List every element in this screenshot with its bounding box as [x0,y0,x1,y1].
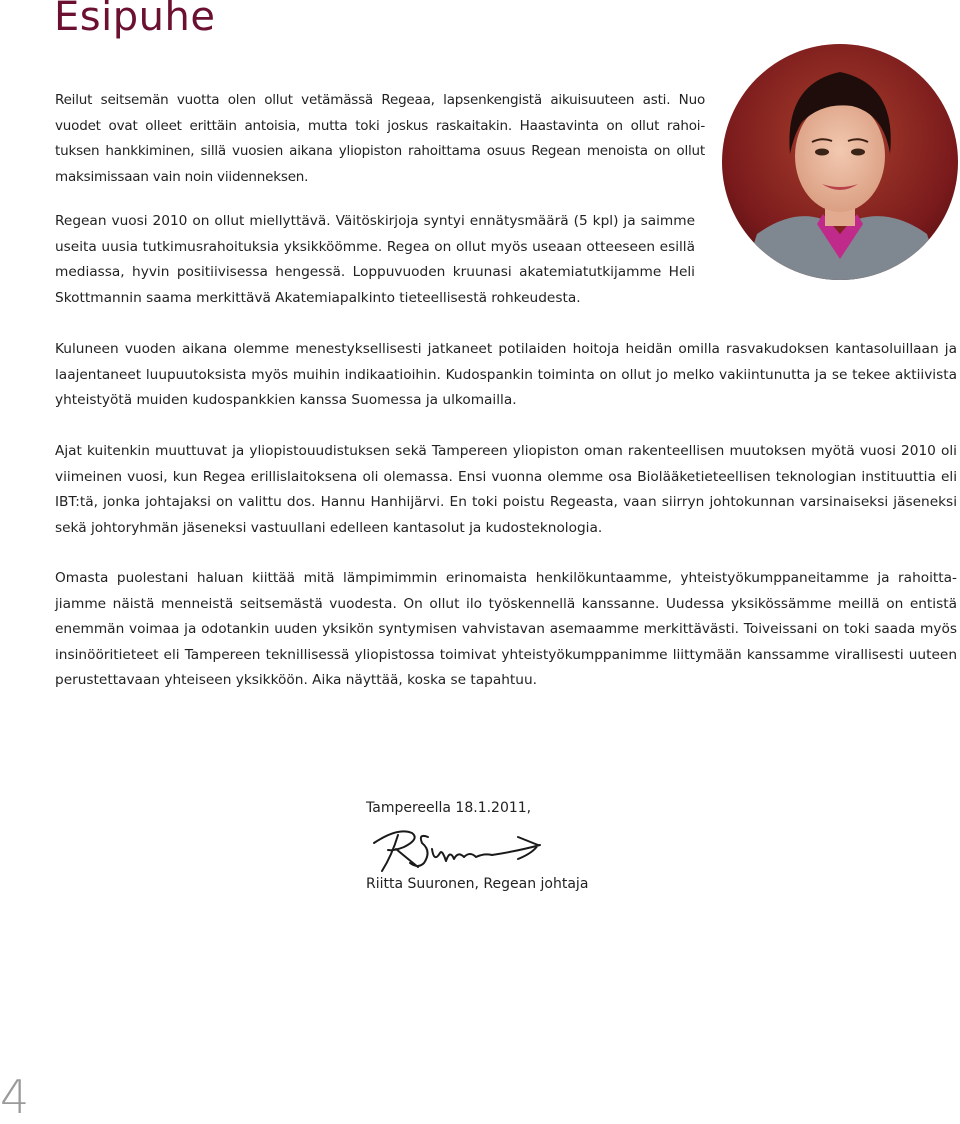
paragraph-4: Ajat kuitenkin muuttuvat ja yliopistouudistuksen sekä Tampereen yliopiston oman rakenteellisen muutoksen myötä vuosi 2010 oli viimeinen vuosi, kun Regea erillislaitoksena oli olemassa. Ensi vuonna olemme osa Biolääketieteellisen teknologian instituuttia eli IBT:tä, jonka johtajaksi on valittu dos. Hannu Hanhijärvi. En toki poistu Regeasta, vaan siirryn johtokunnan varsinaiseksi jäseneksi sekä johtoryhmän jäseneksi vastuullani edelleen kantasolut ja kudosteknologia. [55,443,957,536]
signer-name: Riitta Suuronen, Regean johtaja [366,876,589,892]
paragraph-1: Reilut seitsemän vuotta olen ollut vetämässä Regeaa, lapsenkengistä aikuisuuteen asti. Nuo vuodet ovat olleet erittäin antoisia, mutta toki joskus raskaitakin. Haastavinta on ollut rahoi- tuksen hankkiminen, sillä vuosien aikana yliopiston rahoittama osuus Regean menoista on ollut maksimissaan vain noin viidenneksen. [55,92,705,185]
page-title: Esipuhe [54,0,216,40]
place-date: Tampereella 18.1.2011, [366,800,532,816]
author-portrait [722,44,958,280]
paragraph-3: Kuluneen vuoden aikana olemme menestyksellisesti jatkaneet potilaiden hoitoja heidän omilla rasvakudoksen kantasoluillaan ja laajentaneet luupuutoksista myös muihin indikaatioihin. Kudospankin toiminta on ollut jo melko vakiintunutta ja se tekee aktiivista yhteistyötä muiden kudospankkien kanssa Suomessa ja ulkomailla. [55,341,957,408]
paragraph-5: Omasta puolestani haluan kiittää mitä lämpimimmin erinomaista henkilökuntaamme, yhteistyökumppaneitamme ja rahoitta- jiamme näistä menneistä seitsemästä vuodesta. On ollut ilo työskennellä kanssanne. Uudessa yksikössämme meillä on entistä enemmän voimaa ja odotankin uuden yksikön syntymisen vahvistavan asemaamme merkittävästi. Toiveissani on toki saada myös insinööritieteet eli Tampereen teknillisessä yliopistossa toimivat yhteistyökumppanimme liittymään kanssamme virallisesti uuteen perustettavaan yhteiseen yksikköön. Aika näyttää, koska se tapahtuu. [55,570,957,688]
page-number: 4 [0,1070,30,1124]
signature [368,823,548,875]
paragraph-2: Regean vuosi 2010 on ollut miellyttävä. Väitöskirjoja syntyi ennätysmäärä (5 kpl) ja saimme useita uusia tutkimusrahoituksia yksikköömme. Regea on ollut myös useaan otteeseen esillä mediassa, hyvin positiivisessa hengessä. Loppuvuoden kruunasi akatemiatutkijamme Heli Skottmannin saama merkittävä Akatemiapalkinto tieteellisestä rohkeudesta. [55,213,695,306]
